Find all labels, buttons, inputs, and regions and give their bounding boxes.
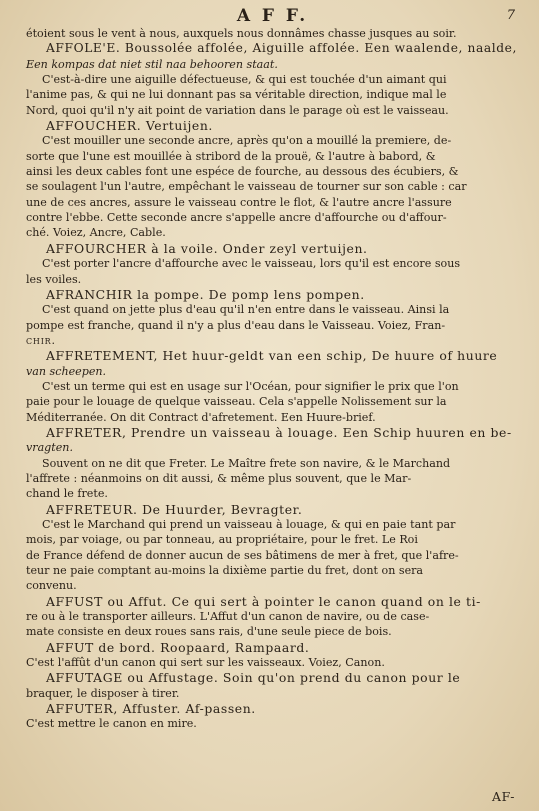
text-line: C'est le Marchand qui prend un vaisseau à louage, & qui en paie tant par <box>42 518 456 531</box>
entry-heading: AFFRETER, Prendre un vaisseau à louage. Een Schip huuren en be- <box>46 424 512 440</box>
text-line: une de ces ancres, assure le vaisseau contre le flot, & l'autre ancre l'assure <box>26 195 452 209</box>
text-line: ché. Voiez, Ancre, Cable. <box>26 226 166 240</box>
dictionary-text <box>26 26 519 732</box>
entry-heading: AFFOURCHER à la voile. Onder zeyl vertuijen. <box>46 240 368 256</box>
entry-heading: AFRANCHIR la pompe. De pomp lens pompen. <box>46 286 365 302</box>
text-line: ainsi les deux cables font une espéce de fourche, au dessous des écubiers, & <box>26 165 459 179</box>
text-line: C'est mettre le canon en mire. <box>26 717 197 731</box>
text-line: C'est un terme qui est en usage sur l'Océan, pour signifier le prix que l'on <box>42 379 459 393</box>
text-line: vragten. <box>26 441 73 455</box>
entry-heading: AFFOLE'E. Boussolée affolée, Aiguille affolée. Een waalende, naalde, <box>46 41 517 56</box>
text-line: C'est-à-dire une aiguille défectueuse, & qui est touchée d'un aimant qui <box>42 73 447 87</box>
entry-heading: AFFUT de bord. Roopaard, Rampaard. <box>46 639 310 655</box>
text-line: de France défend de donner aucun de ses bâtimens de mer à fret, que l'afre- <box>26 548 459 562</box>
text-line: braquer, le disposer à tirer. <box>26 686 180 700</box>
running-header <box>26 6 519 26</box>
text-line: chand le frete. <box>26 487 108 501</box>
text-line: chir. <box>26 333 56 347</box>
text-line: Méditerranée. On dit Contract d'afretement. Een Huure-brief. <box>26 410 376 424</box>
text-line: Een kompas dat niet stil naa behooren staat. <box>26 57 278 71</box>
page-number: 7 <box>506 8 515 23</box>
text-line: C'est l'affût d'un canon qui sert sur les vaisseaux. Voiez, Canon. <box>26 656 385 670</box>
entry-heading: AFFRETEMENT, Het huur-geldt van een schip, De huure of huure <box>46 348 498 364</box>
text-line: se soulagent l'un l'autre, empêchant le vaisseau de tourner sur son cable : car <box>26 180 467 194</box>
text-line: teur ne paie comptant au-moins la dixième partie du fret, dont on sera <box>26 564 424 578</box>
entry-heading: AFFUST ou Affut. Ce qui sert à pointer le canon quand on le ti- <box>46 593 481 609</box>
text-line: van scheepen. <box>26 364 107 378</box>
entry-heading: AFFRETEUR. De Huurder, Bevragter. <box>46 501 303 517</box>
text-line: C'est mouiller une seconde ancre, après qu'on a mouillé la premiere, de- <box>42 134 452 148</box>
text-line: mate consiste en deux roues sans rais, d'une seule piece de bois. <box>26 625 392 639</box>
text-line: sorte que l'une est mouillée à stribord de la prouë, & l'autre à babord, & <box>26 149 436 163</box>
text-line: étoient sous le vent à nous, auxquels nous donnâmes chasse jusques au soir. <box>26 27 457 40</box>
text-line: Souvent on ne dit que Freter. Le Maître frete son navire, & le Marchand <box>42 456 451 470</box>
text-line: pompe est franche, quand il n'y a plus d'eau dans le Vaisseau. Voiez, Fran- <box>26 318 446 332</box>
text-line: Nord, quoi qu'il n'y ait point de variation dans le parage où est le vaisseau. <box>26 103 449 117</box>
text-line: C'est porter l'ancre d'affourche avec le vaisseau, lors qu'il est encore sous <box>42 257 461 271</box>
entry-heading: AFFOUCHER. Vertuijen. <box>46 118 213 134</box>
text-line: l'affrete : néanmoins on dit aussi, & même plus souvent, que le Mar- <box>26 471 412 485</box>
catchword: AF- <box>492 789 515 804</box>
text-line: les voiles. <box>26 272 82 286</box>
text-line: mois, par voiage, ou par tonneau, au propriétaire, pour le fret. Le Roi <box>26 533 418 547</box>
text-line: l'anime pas, & qui ne lui donnant pas sa véritable direction, indique mal le <box>26 88 447 102</box>
text-line: paie pour le louage de quelque vaisseau. Cela s'appelle Nolissement sur la <box>26 395 447 409</box>
entry-heading: AFFUTAGE ou Affustage. Soin qu'on prend du canon pour le <box>46 670 461 686</box>
text-line: contre l'ebbe. Cette seconde ancre s'appelle ancre d'affourche ou d'affour- <box>26 211 447 225</box>
header-title: A F F. <box>236 6 309 26</box>
entry-heading: AFFUTER, Affuster. Af-passen. <box>46 701 256 717</box>
text-line: convenu. <box>26 579 77 593</box>
text-line: C'est quand on jette plus d'eau qu'il n'en entre dans le vaisseau. Ainsi la <box>42 303 450 317</box>
text-line: re ou à le transporter ailleurs. L'Affut d'un canon de navire, ou de case- <box>26 610 430 624</box>
